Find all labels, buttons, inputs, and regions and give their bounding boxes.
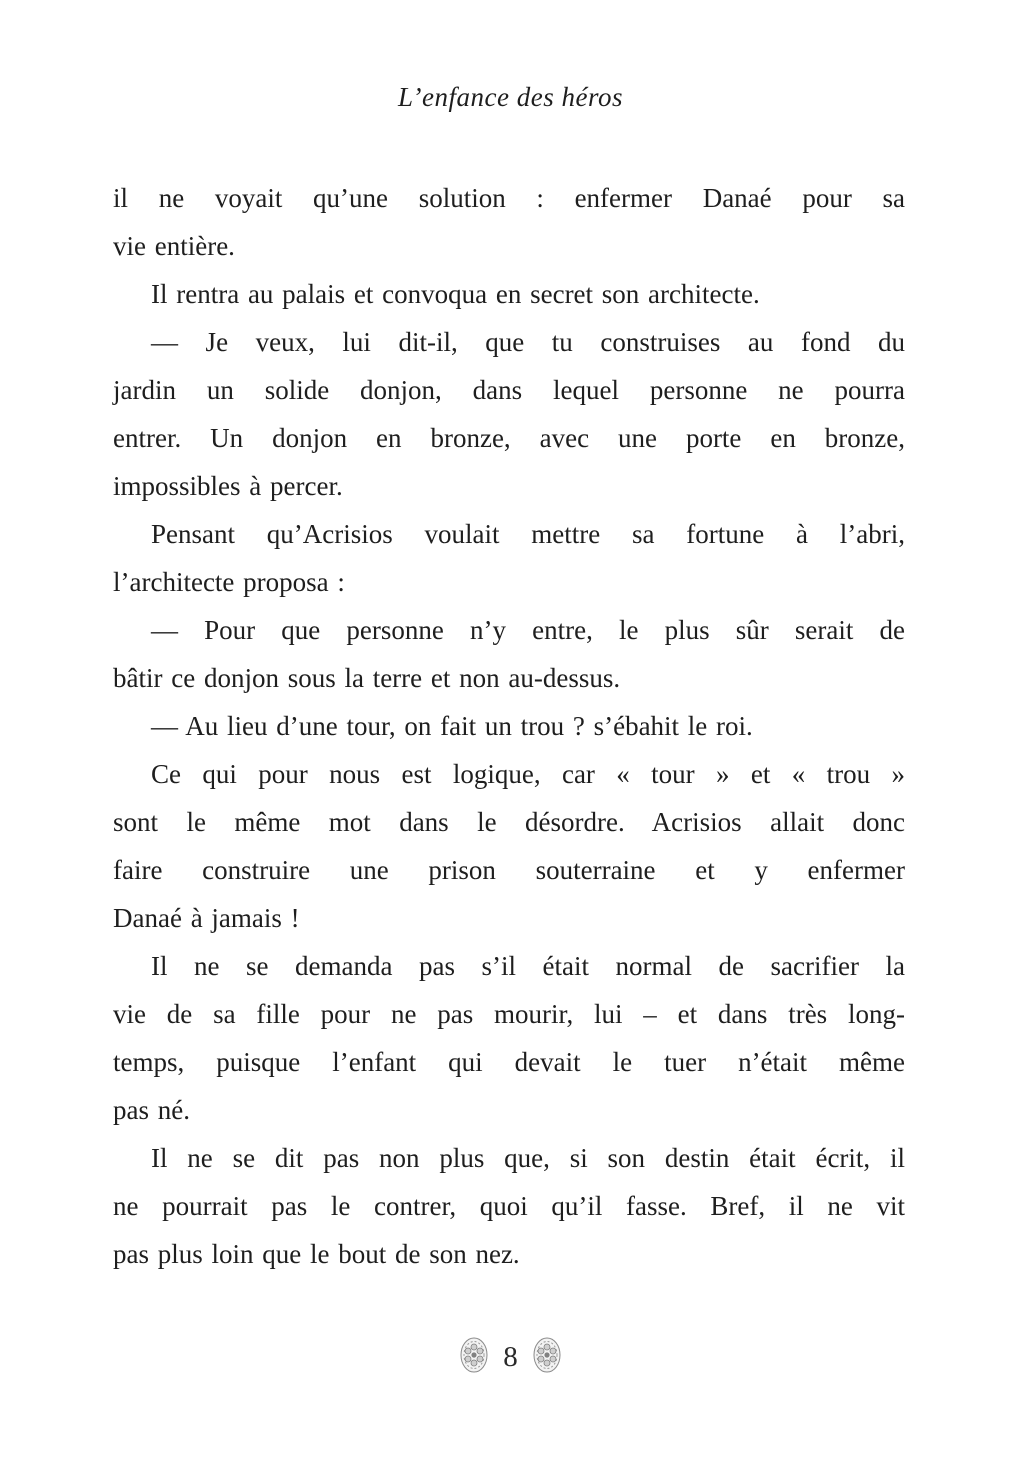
text-line: Pensant qu’Acrisios voulait mettre sa fortune à l’abri,: [151, 519, 905, 549]
paragraph: [113, 750, 905, 942]
paragraph: [113, 606, 905, 702]
text-line: impossibles à percer.: [113, 471, 343, 501]
text-line: Ce qui pour nous est logique, car « tour » et « trou »: [151, 759, 905, 789]
paragraph: [113, 702, 905, 750]
text-line: temps, puisque l’enfant qui devait le tuer n’était même: [113, 1047, 905, 1077]
ornament-icon-left: [459, 1336, 489, 1379]
text-line: Il rentra au palais et convoqua en secret son architecte.: [151, 279, 760, 309]
text-line: vie de sa fille pour ne pas mourir, lui – et dans très long-: [113, 999, 905, 1029]
body-text: [113, 174, 905, 1278]
ornament-icon-right: [532, 1336, 562, 1379]
paragraph: [113, 1134, 905, 1278]
text-line: bâtir ce donjon sous la terre et non au-dessus.: [113, 663, 621, 693]
text-line: pas né.: [113, 1095, 190, 1125]
text-line: vie entière.: [113, 231, 235, 261]
paragraph: [113, 942, 905, 1134]
text-line: entrer. Un donjon en bronze, avec une porte en bronze,: [113, 423, 905, 453]
running-header: L’enfance des héros: [398, 82, 623, 112]
paragraph: [113, 318, 905, 510]
text-line: Il ne se dit pas non plus que, si son destin était écrit, il: [151, 1143, 905, 1173]
paragraph: [113, 510, 905, 606]
page-footer: [0, 1336, 1021, 1379]
paragraph: [113, 270, 905, 318]
text-line: — Pour que personne n’y entre, le plus sûr serait de: [151, 615, 905, 645]
text-line: il ne voyait qu’une solution : enfermer Danaé pour sa: [113, 183, 905, 213]
text-line: jardin un solide donjon, dans lequel personne ne pourra: [113, 375, 905, 405]
text-line: faire construire une prison souterraine et y enfermer: [113, 855, 905, 885]
text-line: — Au lieu d’une tour, on fait un trou ? s’ébahit le roi.: [151, 711, 753, 741]
page-number: 8: [503, 1341, 518, 1373]
text-line: pas plus loin que le bout de son nez.: [113, 1239, 520, 1269]
text-line: l’architecte proposa :: [113, 567, 345, 597]
text-line: Danaé à jamais !: [113, 903, 300, 933]
paragraph: [113, 174, 905, 270]
text-line: ne pourrait pas le contrer, quoi qu’il fasse. Bref, il ne vit: [113, 1191, 905, 1221]
text-line: — Je veux, lui dit-il, que tu construises au fond du: [151, 327, 905, 357]
text-line: Il ne se demanda pas s’il était normal de sacrifier la: [151, 951, 905, 981]
text-line: sont le même mot dans le désordre. Acrisios allait donc: [113, 807, 905, 837]
